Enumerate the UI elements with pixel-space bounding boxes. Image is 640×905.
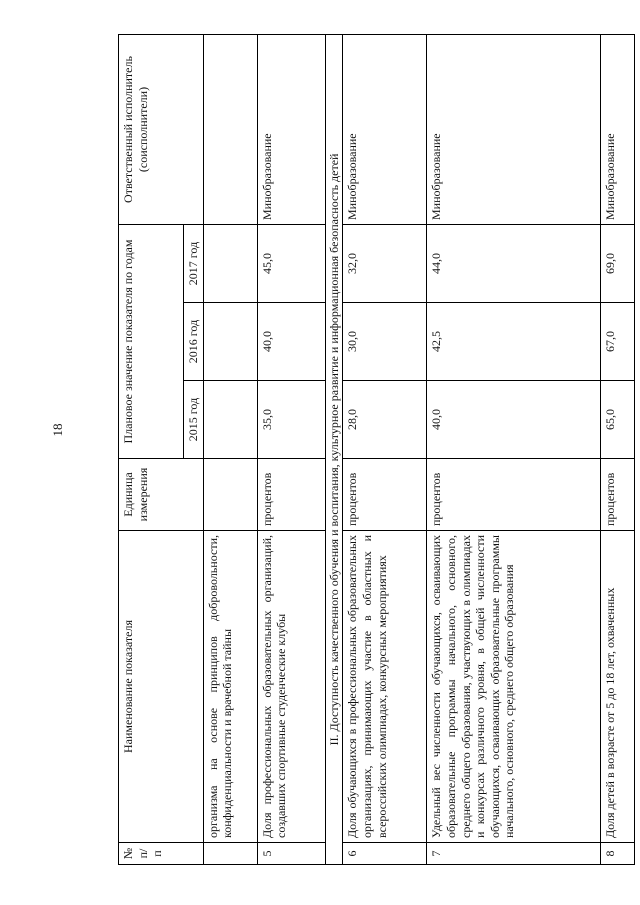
header-responsible: Ответственный исполнитель (соисполнители) <box>119 35 204 225</box>
row-2017: 45,0 <box>257 225 325 303</box>
row-2015: 28,0 <box>343 381 427 459</box>
row-num: 8 <box>601 843 635 865</box>
row-name: организма на основе принципов добровольности, конфиденциальности и врачебной тайны <box>203 531 257 843</box>
row-2016: 30,0 <box>343 303 427 381</box>
row-num: 6 <box>343 843 427 865</box>
row-2017: 44,0 <box>427 225 601 303</box>
indicators-table <box>118 34 635 865</box>
row-unit: процентов <box>427 459 601 531</box>
row-name: Доля обучающихся в профессиональных образовательных организациях, принимающих участие в областных и всероссийских олимпиадах, конкурсных мероприятиях <box>343 531 427 843</box>
row-name: Доля профессиональных образовательных организаций, создавших спортивные студенческие клубы <box>257 531 325 843</box>
row-2015: 40,0 <box>427 381 601 459</box>
header-plan: Плановое значение показателя по годам <box>119 225 184 459</box>
row-2016 <box>203 303 257 381</box>
header-year-2016: 2016 год <box>184 303 204 381</box>
row-responsible: Минобразование <box>427 35 601 225</box>
row-responsible: Минобразование <box>257 35 325 225</box>
row-responsible: Минобразование <box>343 35 427 225</box>
row-num: 5 <box>257 843 325 865</box>
table-row <box>257 35 325 865</box>
row-unit: процентов <box>601 459 635 531</box>
table-row <box>343 35 427 865</box>
row-2017: 32,0 <box>343 225 427 303</box>
section-row <box>325 35 343 865</box>
row-2017: 69,0 <box>601 225 635 303</box>
section-title: II. Доступность качественного обучения и воспитания, культурное развитие и информационная безопасность детей <box>325 35 343 865</box>
header-unit: Единица измерения <box>119 459 204 531</box>
table-row <box>203 35 257 865</box>
row-2015: 65,0 <box>601 381 635 459</box>
row-responsible: Минобразование <box>601 35 635 225</box>
header-num: № п/п <box>119 843 204 865</box>
row-2016: 67,0 <box>601 303 635 381</box>
rotated-table-container <box>118 35 618 865</box>
row-unit: процентов <box>257 459 325 531</box>
row-name: Удельный вес численности обучающихся, осваивающих образовательные программы начального, основного, среднего общего образования, участвующих в олимпиадах и конкурсах различного уровня, в общей численности обучающихся, осваивающих образовательные программы начального, основного, среднего общего образования <box>427 531 601 843</box>
table-row <box>427 35 601 865</box>
row-2015: 35,0 <box>257 381 325 459</box>
row-2016: 40,0 <box>257 303 325 381</box>
row-2015 <box>203 381 257 459</box>
table-row <box>601 35 635 865</box>
header-year-2015: 2015 год <box>184 381 204 459</box>
row-2017 <box>203 225 257 303</box>
row-responsible <box>203 35 257 225</box>
row-unit <box>203 459 257 531</box>
row-name: Доля детей в возрасте от 5 до 18 лет, охваченных <box>601 531 635 843</box>
row-2016: 42,5 <box>427 303 601 381</box>
page-number: 18 <box>50 423 65 437</box>
header-name: Наименование показателя <box>119 531 204 843</box>
header-year-2017: 2017 год <box>184 225 204 303</box>
row-unit: процентов <box>343 459 427 531</box>
row-num <box>203 843 257 865</box>
row-num: 7 <box>427 843 601 865</box>
